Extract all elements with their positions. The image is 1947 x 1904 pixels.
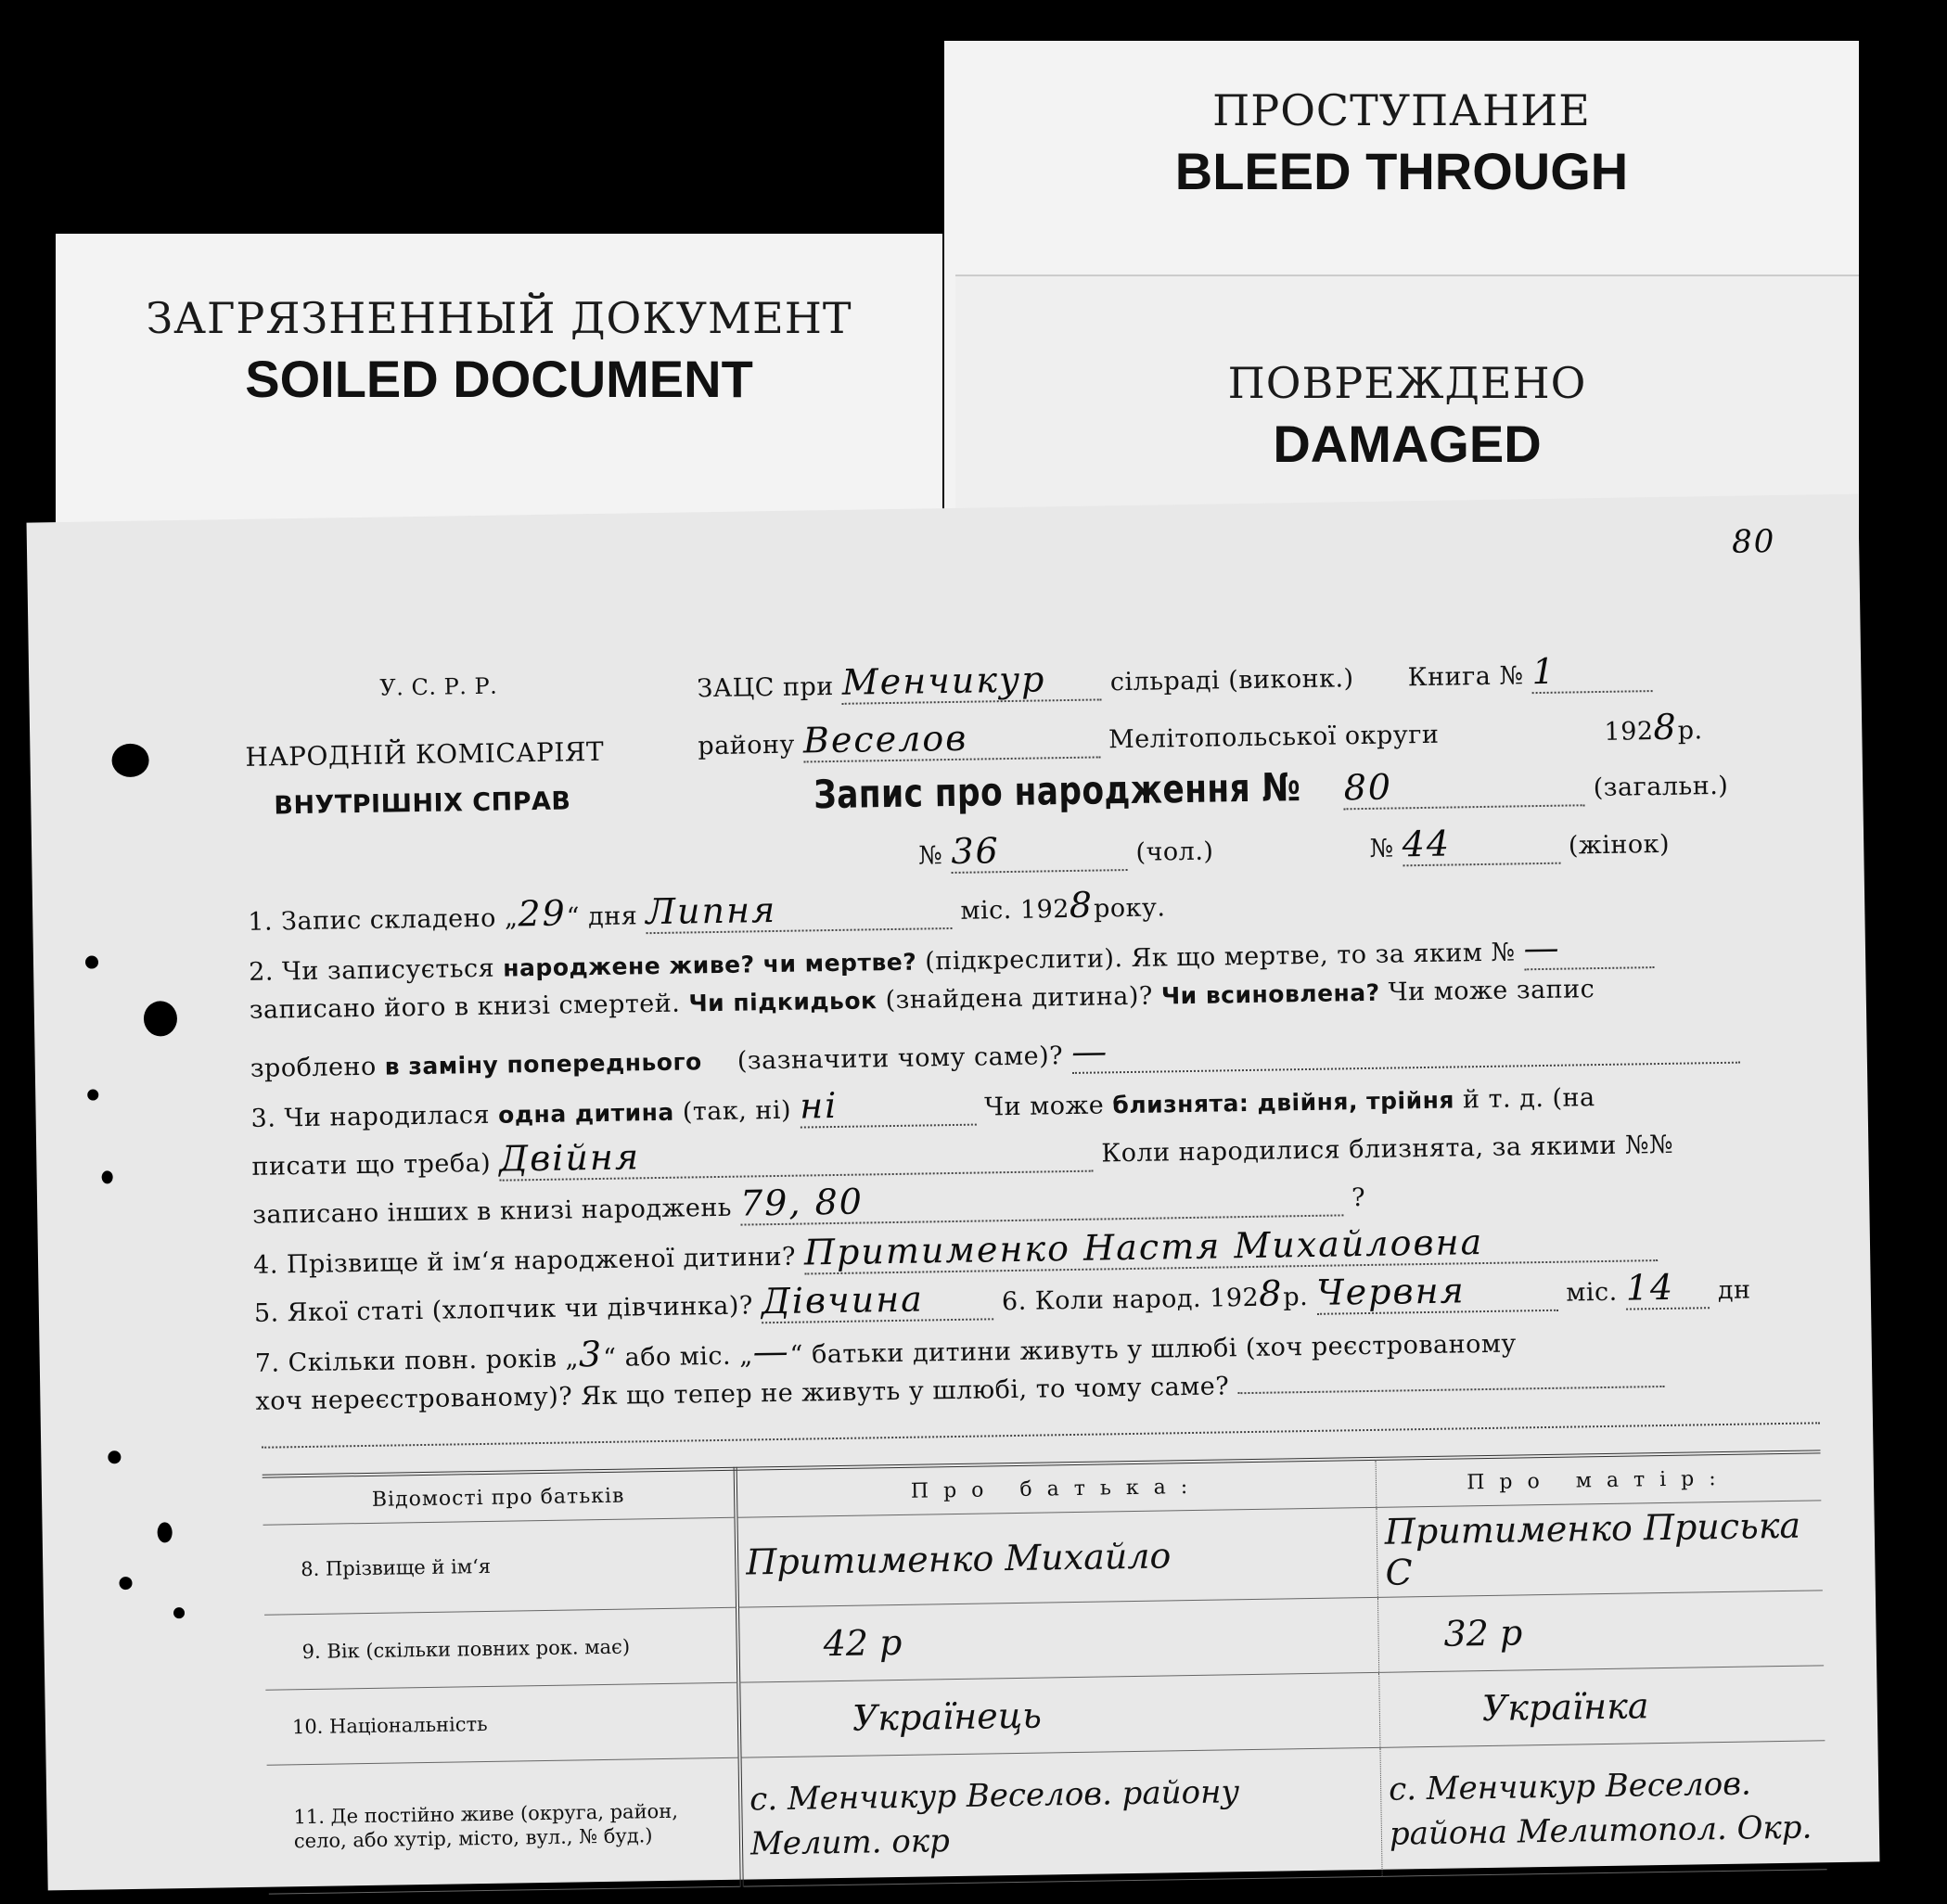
father-age: 42 р [737, 1597, 1379, 1682]
header-ussr: У. С. Р. Р. [379, 672, 498, 701]
q1-year: 8 [1069, 884, 1095, 926]
sub-numbers-line: № 36 (чол.) № 44 (жінок) [918, 823, 1671, 872]
table-row: 8. Прізвище й ім‘я Притименко Михайло Притименко Приська С [263, 1501, 1823, 1615]
damaged-ru: ПОВРЕЖДЕНО [1227, 358, 1587, 408]
q3-single-value: ні [799, 1084, 839, 1127]
q1-month: Липня [646, 888, 777, 933]
table-header-info: Відомості про батьків [263, 1469, 737, 1526]
zags-line: ЗАЦС при Менчикур сільраді (виконк.) Книга № 1 [697, 649, 1653, 707]
soiled-en: SOILED DOCUMENT [245, 350, 753, 408]
page-number: 80 [1731, 522, 1776, 561]
mother-nationality: Українка [1379, 1666, 1825, 1748]
parents-table [263, 1450, 1827, 1894]
mother-age: 32 р [1377, 1591, 1824, 1673]
record-title-line: Запис про народження № 80 (загальн.) [813, 764, 1729, 818]
header-commissariat: НАРОДНІЙ КОМІСАРІЯТ [245, 735, 605, 773]
q3-twins-value: Двійня [498, 1136, 641, 1180]
q2-line-1: 2. Чи записується народжене живе? чи мертве? (підкреслити). Як що мертве, то за яким № — [249, 926, 1654, 990]
child-sex: Дівчина [761, 1278, 925, 1323]
punch-hole [144, 1001, 178, 1037]
punch-hole [85, 955, 98, 968]
mother-residence: с. Менчикур Веселов. района Мелитопол. Окр. [1380, 1741, 1827, 1877]
punch-hole [119, 1577, 132, 1590]
damaged-en: DAMAGED [1273, 415, 1542, 473]
female-number: 44 [1402, 823, 1452, 865]
q4-line: 4. Прізвище й ім‘я народженої дитини? Притименко Настя Михайловна [253, 1219, 1659, 1284]
q2-line-2: записано його в книзі смертей. Чи підкидьок (знайдена дитина)? Чи всиновлена? Чи може запис [249, 975, 1595, 1025]
birth-record-document [27, 494, 1880, 1891]
mother-name: Притименко Приська С [1377, 1501, 1823, 1598]
q3-line-1: 3. Чи народилася одна дитина (так, ні) ні Чи може близнята: двійня, трійня й т. д. (на [250, 1083, 1595, 1133]
table-header-father: Про батька: [736, 1459, 1377, 1517]
q1-day: 29 [518, 892, 568, 935]
bleed-through-en: BLEED THROUGH [1174, 142, 1629, 200]
table-row: 9. Вік (скільки повних рок. має) 42 р 32 р [264, 1591, 1824, 1690]
soiled-ru: ЗАГРЯЗНЕННЫЙ ДОКУМЕНТ [146, 293, 852, 343]
father-nationality: Українець [738, 1672, 1380, 1757]
father-name: Притименко Михайло [736, 1507, 1377, 1607]
q5-q6-line: 5. Якої статі (хлопчик чи дівчинка)? Дівчина 6. Коли народ. 1928р. Червня міс. 14 дн [253, 1266, 1751, 1328]
punch-hole [157, 1522, 172, 1542]
zags-village-value: Менчикур [841, 658, 1046, 703]
punch-hole [111, 744, 149, 778]
rayon-line: району Веселов Мелітопольської округи 1928р. [698, 706, 1703, 761]
rayon-year-digit: 8 [1653, 706, 1679, 748]
punch-hole [102, 1170, 113, 1183]
punch-hole [173, 1607, 185, 1618]
q7-line-2: хоч нереєстрованому)? Як що тепер не живуть у шлюбі, то чому саме? [255, 1365, 1664, 1416]
q3-line-3: записано інших в книзі народжень 79, 80 ? [252, 1173, 1366, 1233]
q7-line-1: 7. Скільки повн. років „3“ або міс. „—“ батьки дитини живуть у шлюбі (хоч реєстрованому [254, 1329, 1517, 1378]
table-row: 11. Де постійно живе (округа, район, село, або хутір, місто, вул., № буд.) с. Менчикур Веселов. району Мелит. окр с. Менчикур Веселов. района Мелитопол. Окр. [267, 1741, 1827, 1894]
table-row: 10. Національність Українець Українка [265, 1666, 1825, 1765]
q3-line-2: писати що треба) Двійня Коли народилися близнята, за якими №№ [251, 1130, 1674, 1182]
punch-hole [87, 1089, 98, 1100]
father-residence: с. Менчикур Веселов. району Мелит. окр [740, 1747, 1383, 1886]
birth-day: 14 [1625, 1266, 1675, 1309]
bleed-through-ru: ПРОСТУПАНИЕ [1212, 85, 1591, 135]
record-title: Запис про народження № [813, 764, 1301, 818]
q3-twins-numbers: 79, 80 [739, 1181, 865, 1224]
marriage-years: 3 [578, 1333, 604, 1375]
book-number-value: 1 [1531, 650, 1557, 693]
header-internal-affairs: ВНУТРІШНІХ СПРАВ [274, 786, 571, 821]
birth-month: Червня [1315, 1270, 1467, 1313]
rayon-value: Веселов [802, 717, 968, 761]
punch-hole [108, 1450, 121, 1463]
record-number: 80 [1343, 766, 1393, 809]
table-header-mother: Про матір: [1376, 1451, 1821, 1507]
blank-line [262, 1422, 1820, 1448]
q1-line: 1. Запис складено „29“ дня Липня міс. 1928року. [248, 884, 1166, 937]
child-name: Притименко Настя Михайловна [803, 1221, 1484, 1273]
q2-line-3: зроблено в заміну попереднього (зазначити чому саме)? — [250, 1021, 1739, 1087]
male-number: 36 [951, 830, 1001, 872]
marriage-months: — [752, 1330, 790, 1373]
